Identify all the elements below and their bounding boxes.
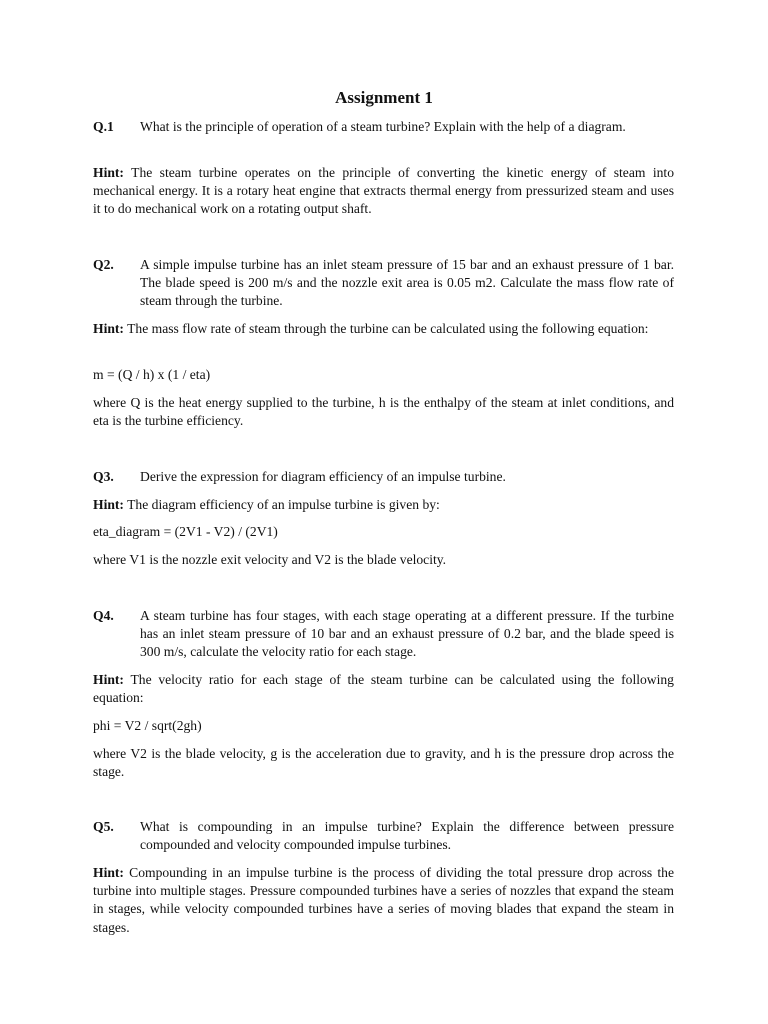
explanation-4 (93, 745, 674, 781)
hint-label: Hint: (93, 165, 124, 180)
question-2 (93, 256, 674, 311)
equation-4 (93, 717, 674, 735)
question-3 (93, 468, 674, 486)
hint-5 (93, 864, 674, 937)
question-text: Derive the expression for diagram efficiency of an impulse turbine. (140, 469, 506, 484)
equation: eta_diagram = (2V1 - V2) / (2V1) (93, 524, 278, 539)
question-number: Q2. (93, 257, 114, 272)
hint-text: The velocity ratio for each stage of the steam turbine can be calculated using the following equation: (93, 672, 674, 706)
question-text: A simple impulse turbine has an inlet steam pressure of 15 bar and an exhaust pressure of 1 bar. The blade speed is 200 m/s and the nozzle exit area is 0.05 m2. Calculate the mass flow rate of steam through the turbine. (140, 257, 674, 309)
question-4 (93, 607, 674, 662)
hint-3 (93, 496, 674, 514)
hint-label: Hint: (93, 497, 124, 512)
question-number: Q4. (93, 608, 114, 623)
equation-2 (93, 366, 674, 384)
equation: m = (Q / h) x (1 / eta) (93, 367, 211, 382)
hint-label: Hint: (93, 865, 124, 880)
question-1 (93, 118, 674, 136)
hint-label: Hint: (93, 672, 124, 687)
explanation: where V2 is the blade velocity, g is the acceleration due to gravity, and h is the pressure drop across the stage. (93, 746, 674, 780)
hint-text: The diagram efficiency of an impulse turbine is given by: (127, 497, 440, 512)
question-number: Q.1 (93, 119, 114, 134)
question-number: Q5. (93, 819, 114, 834)
hint-1 (93, 164, 674, 219)
hint-label: Hint: (93, 321, 124, 336)
explanation-3 (93, 551, 674, 569)
question-text: What is compounding in an impulse turbine? Explain the difference between pressure compounded and velocity compounded impulse turbines. (140, 819, 674, 853)
hint-text: Compounding in an impulse turbine is the process of dividing the total pressure drop across the turbine into multiple stages. Pressure compounded turbines have a series of nozzles that expand the steam in stages, while velocity compounded turbines have a series of moving blades that expand the steam in stages. (93, 865, 674, 935)
hint-text: The mass flow rate of steam through the turbine can be calculated using the following equation: (127, 321, 649, 336)
equation: phi = V2 / sqrt(2gh) (93, 718, 202, 733)
hint-2 (93, 320, 674, 338)
hint-4 (93, 671, 674, 707)
explanation: where Q is the heat energy supplied to the turbine, h is the enthalpy of the steam at inlet conditions, and eta is the turbine efficiency. (93, 395, 674, 429)
question-number: Q3. (93, 469, 114, 484)
explanation-2 (93, 394, 674, 430)
explanation: where V1 is the nozzle exit velocity and V2 is the blade velocity. (93, 552, 447, 567)
assignment-title: Assignment 1 (335, 88, 433, 107)
question-text: What is the principle of operation of a steam turbine? Explain with the help of a diagram. (140, 119, 626, 134)
question-5 (93, 818, 674, 854)
question-text: A steam turbine has four stages, with each stage operating at a different pressure. If the turbine has an inlet steam pressure of 10 bar and an exhaust pressure of 0.2 bar, and the blade speed is 300 m/s, calculate the velocity ratio for each stage. (140, 608, 674, 660)
equation-3 (93, 523, 674, 541)
hint-text: The steam turbine operates on the principle of converting the kinetic energy of steam into mechanical energy. It is a rotary heat engine that extracts thermal energy from pressurized steam and uses it to do mechanical work on a rotating output shaft. (93, 165, 675, 217)
